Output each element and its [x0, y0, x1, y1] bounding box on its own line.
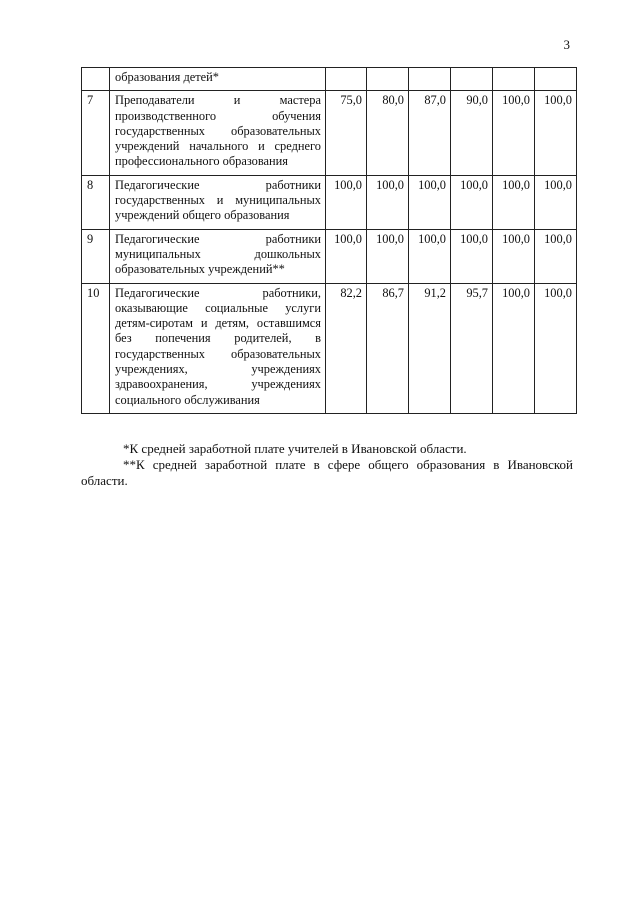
value-cell: 100,0 [535, 175, 577, 229]
value-cell: 100,0 [409, 175, 451, 229]
value-cell: 100,0 [535, 91, 577, 175]
value-cell: 75,0 [326, 91, 367, 175]
value-cell: 82,2 [326, 283, 367, 413]
salary-ratio-table [81, 67, 577, 414]
category-name: Педагогические работники государственных и муниципальных учреждений общего образования [110, 175, 326, 229]
value-cell: 100,0 [451, 175, 493, 229]
value-cell: 80,0 [367, 91, 409, 175]
value-cell [409, 68, 451, 91]
value-cell: 100,0 [493, 91, 535, 175]
category-name: образования детей* [110, 68, 326, 91]
value-cell [535, 68, 577, 91]
footnote-2: **К средней заработной плате в сфере общего образования в Ивановской области. [81, 457, 573, 488]
value-cell: 100,0 [451, 229, 493, 283]
category-name: Педагогические работники муниципальных дошкольных образовательных учреждений** [110, 229, 326, 283]
value-cell: 95,7 [451, 283, 493, 413]
row-number: 10 [82, 283, 110, 413]
row-number: 8 [82, 175, 110, 229]
value-cell: 100,0 [493, 283, 535, 413]
value-cell: 100,0 [409, 229, 451, 283]
value-cell: 100,0 [535, 283, 577, 413]
value-cell: 87,0 [409, 91, 451, 175]
value-cell [493, 68, 535, 91]
footnotes [81, 441, 573, 489]
table-row [82, 68, 577, 91]
row-number: 7 [82, 91, 110, 175]
page-number: 3 [563, 37, 570, 52]
value-cell: 90,0 [451, 91, 493, 175]
category-name: Преподаватели и мастера производственного обучения государственных образовательных учреждений начального и среднего профессионального образования [110, 91, 326, 175]
table-body [82, 68, 577, 414]
value-cell: 100,0 [367, 229, 409, 283]
row-number: 9 [82, 229, 110, 283]
table-row [82, 91, 577, 175]
value-cell: 100,0 [326, 175, 367, 229]
table-row [82, 175, 577, 229]
value-cell: 100,0 [493, 175, 535, 229]
value-cell: 86,7 [367, 283, 409, 413]
value-cell: 91,2 [409, 283, 451, 413]
value-cell: 100,0 [493, 229, 535, 283]
category-name: Педагогические работники, оказывающие социальные услуги детям-сиротам и детям, оставшимся без попечения родителей, в государственных образовательных учреждениях, учреждениях здравоохранения, учреждениях социального обслуживания [110, 283, 326, 413]
footnote-1: *К средней заработной плате учителей в Ивановской области. [123, 441, 467, 456]
value-cell [367, 68, 409, 91]
value-cell: 100,0 [367, 175, 409, 229]
value-cell [451, 68, 493, 91]
row-number [82, 68, 110, 91]
value-cell: 100,0 [535, 229, 577, 283]
value-cell [326, 68, 367, 91]
table-row [82, 283, 577, 413]
table-row [82, 229, 577, 283]
value-cell: 100,0 [326, 229, 367, 283]
